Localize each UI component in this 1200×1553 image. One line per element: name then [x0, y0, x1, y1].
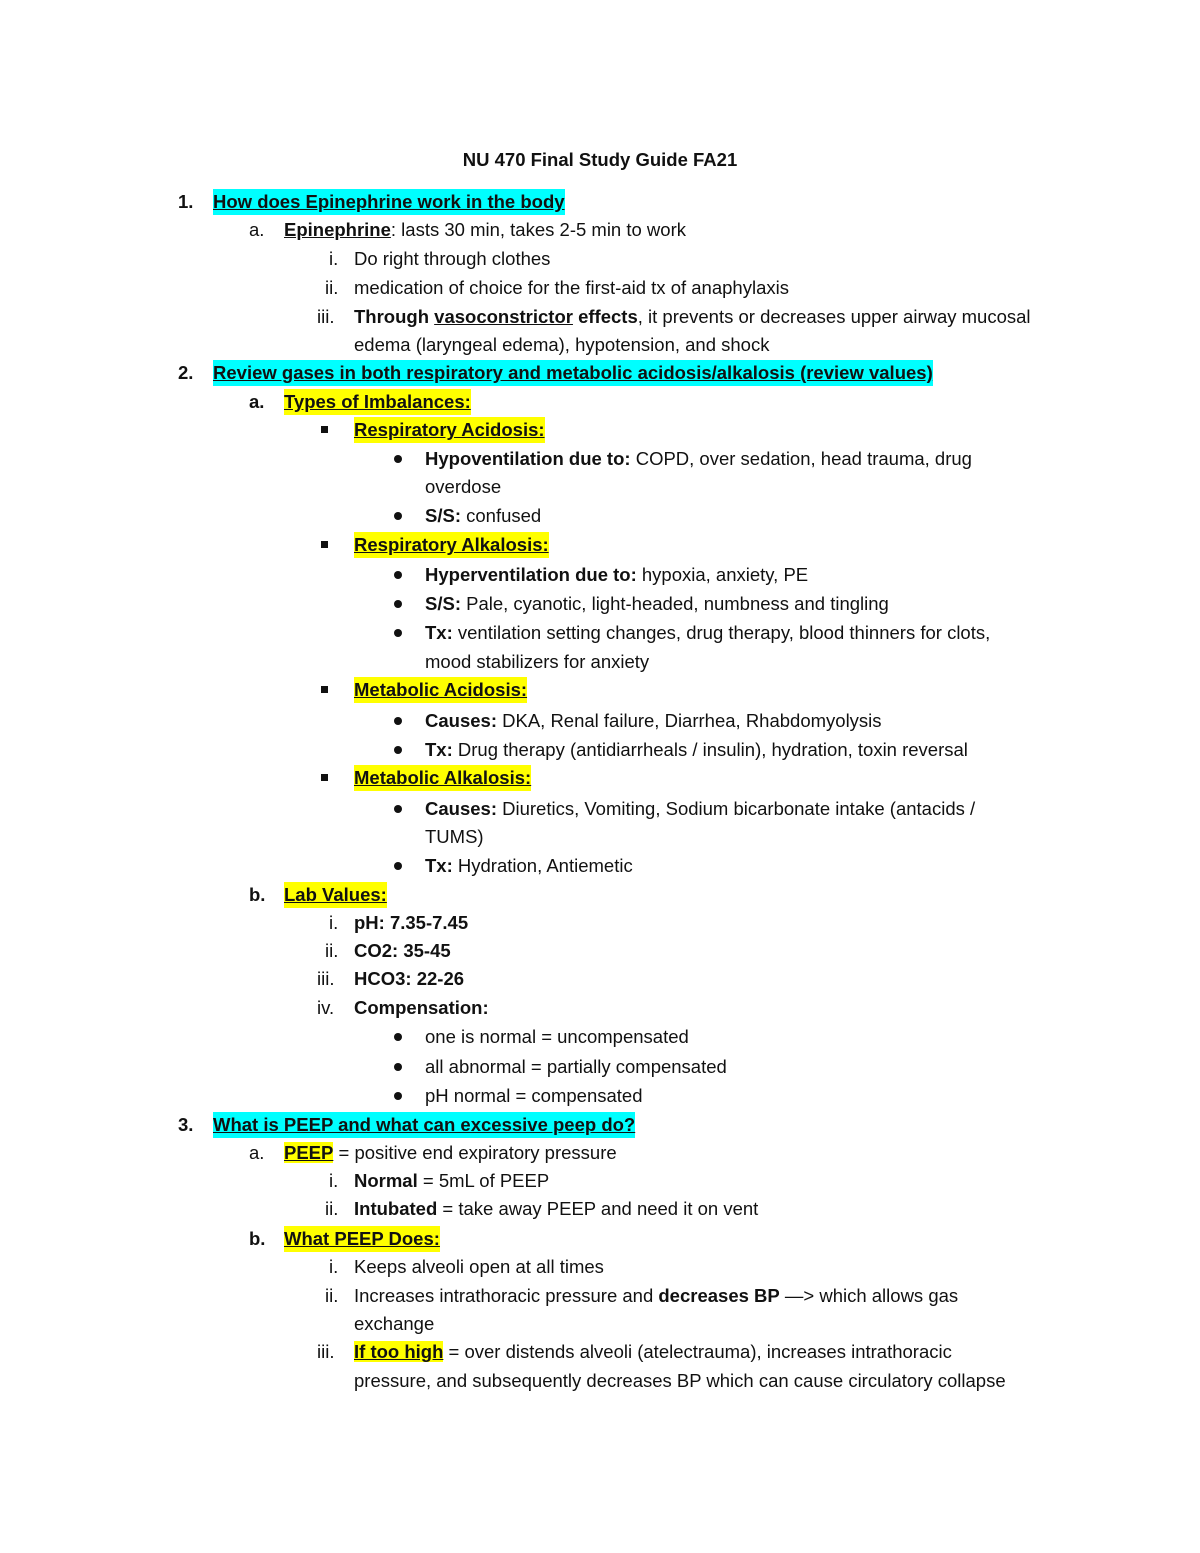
item-text: hypoxia, anxiety, PE [636, 564, 809, 585]
q1-a-line [284, 217, 686, 243]
bullet-icon [394, 591, 402, 617]
item-text: COPD, over sedation, head trauma, drug [630, 448, 972, 469]
q3-bii-bold: decreases BP [658, 1285, 780, 1306]
q1-a-marker: a. [249, 219, 265, 240]
item-text: Hydration, Antiemetic [452, 855, 633, 876]
q3-i-label: Normal [354, 1170, 418, 1191]
compensation-item-1: one is normal = uncompensated [425, 1026, 689, 1047]
lab-i-marker: i. [329, 912, 339, 933]
item-label: Causes: [425, 710, 497, 731]
resp-acidosis-item-2 [425, 503, 541, 529]
page-title: NU 470 Final Study Guide FA21 [462, 149, 738, 170]
q2-a-marker: a. [249, 391, 265, 412]
met-acidosis-item-2 [425, 737, 968, 763]
q1-ii-marker: ii. [325, 277, 339, 298]
q1-iii-bold-1: Through [354, 306, 430, 327]
q3-i-text: = 5mL of PEEP [417, 1170, 550, 1191]
q3-a-label: PEEP [284, 1142, 334, 1163]
q3-b-marker: b. [249, 1228, 266, 1249]
q1-iii-text-cont: edema (laryngeal edema), hypotension, and shock [354, 334, 770, 355]
q2-number: 2. [178, 362, 194, 383]
q1-iii-text: , it prevents or decreases upper airway mucosal [637, 306, 1031, 327]
q3-number: 3. [178, 1114, 194, 1135]
item-label: S/S: [425, 593, 461, 614]
q1-iii-marker: iii. [317, 306, 335, 327]
item-label: Hypoventilation due to: [425, 448, 631, 469]
q2-b-marker: b. [249, 884, 266, 905]
square-bullet-icon [321, 765, 328, 791]
square-bullet-icon [321, 677, 328, 703]
q3-bii-text-1: Increases intrathoracic pressure and [354, 1285, 659, 1306]
q3-a-marker: a. [249, 1142, 265, 1163]
q3-bii-text-cont: exchange [354, 1313, 435, 1334]
bullet-icon [394, 737, 402, 763]
q3-bi-marker: i. [329, 1256, 339, 1277]
q3-b-label: What PEEP Does: [284, 1226, 440, 1252]
bullet-icon [394, 1083, 402, 1109]
lab-hco3: HCO3: 22-26 [354, 968, 465, 989]
met-alkalosis-item-1 [425, 796, 975, 822]
bullet-icon [394, 620, 402, 646]
resp-alkalosis-item-1 [425, 562, 808, 588]
lab-ii-marker: ii. [325, 940, 339, 961]
q3-biii-label: If too high [354, 1341, 444, 1362]
q3-bii-text-2: —> which allows gas [779, 1285, 959, 1306]
q3-ii-text: = take away PEEP and need it on vent [437, 1198, 759, 1219]
resp-alkalosis-item-2 [425, 591, 889, 617]
q3-biii-text: = over distends alveoli (atelectrauma), increases intrathoracic [443, 1341, 952, 1362]
q3-ii-line [354, 1196, 758, 1222]
q2-heading: Review gases in both respiratory and metabolic acidosis/alkalosis (review values) [213, 360, 933, 386]
lab-ph: pH: 7.35-7.45 [354, 912, 469, 933]
resp-alkalosis-item-3 [425, 620, 990, 646]
q3-ii-label: Intubated [354, 1198, 438, 1219]
met-alkalosis-label: Metabolic Alkalosis: [354, 765, 531, 791]
q1-i-marker: i. [329, 248, 339, 269]
item-text: ventilation setting changes, drug therapy, blood thinners for clots, [452, 622, 991, 643]
q1-iii-bold-2: effects [578, 306, 638, 327]
item-label: Causes: [425, 798, 497, 819]
q3-biii-text-cont: pressure, and subsequently decreases BP which can cause circulatory collapse [354, 1370, 1006, 1391]
q1-number: 1. [178, 191, 194, 212]
q3-biii-marker: iii. [317, 1341, 335, 1362]
lab-iii-marker: iii. [317, 968, 335, 989]
resp-alkalosis-item-3-cont: mood stabilizers for anxiety [425, 651, 650, 672]
item-text: Pale, cyanotic, light-headed, numbness and tingling [460, 593, 889, 614]
square-bullet-icon [321, 532, 328, 558]
q3-biii-line [354, 1339, 952, 1365]
met-alkalosis-item-1-cont: TUMS) [425, 826, 484, 847]
q2-b-label: Lab Values: [284, 882, 387, 908]
square-bullet-icon [321, 417, 328, 443]
compensation-item-3: pH normal = compensated [425, 1085, 643, 1106]
bullet-icon [394, 853, 402, 879]
bullet-icon [394, 1054, 402, 1080]
q1-ii-text: medication of choice for the first-aid tx of anaphylaxis [354, 277, 789, 298]
q3-bii-marker: ii. [325, 1285, 339, 1306]
lab-co2: CO2: 35-45 [354, 940, 451, 961]
item-label: S/S: [425, 505, 461, 526]
met-alkalosis-item-2 [425, 853, 633, 879]
q3-bi-text: Keeps alveoli open at all times [354, 1256, 604, 1277]
item-label: Tx: [425, 739, 453, 760]
item-text: DKA, Renal failure, Diarrhea, Rhabdomyolysis [496, 710, 882, 731]
compensation-item-2: all abnormal = partially compensated [425, 1056, 727, 1077]
item-label: Tx: [425, 855, 453, 876]
item-label: Tx: [425, 622, 453, 643]
q1-a-label: Epinephrine [284, 219, 391, 240]
bullet-icon [394, 446, 402, 472]
resp-acidosis-item-1-cont: overdose [425, 476, 502, 497]
bullet-icon [394, 708, 402, 734]
bullet-icon [394, 1024, 402, 1050]
q1-iii-line [354, 304, 1031, 330]
bullet-icon [394, 562, 402, 588]
resp-alkalosis-label: Respiratory Alkalosis: [354, 532, 549, 558]
q3-a-line [284, 1140, 617, 1166]
q3-bii-line [354, 1283, 958, 1309]
item-text: confused [460, 505, 542, 526]
q3-heading: What is PEEP and what can excessive peep do? [213, 1112, 635, 1138]
item-label: Hyperventilation due to: [425, 564, 637, 585]
resp-acidosis-label: Respiratory Acidosis: [354, 417, 545, 443]
q1-heading: How does Epinephrine work in the body [213, 189, 565, 215]
q3-a-text: = positive end expiratory pressure [333, 1142, 617, 1163]
q3-i-line [354, 1168, 549, 1194]
lab-compensation: Compensation: [354, 997, 489, 1018]
item-text: Diuretics, Vomiting, Sodium bicarbonate intake (antacids / [496, 798, 976, 819]
q1-i-text: Do right through clothes [354, 248, 551, 269]
item-text: Drug therapy (antidiarrheals / insulin), hydration, toxin reversal [452, 739, 968, 760]
bullet-icon [394, 503, 402, 529]
q1-iii-underlined: vasoconstrictor [434, 306, 573, 327]
met-acidosis-label: Metabolic Acidosis: [354, 677, 527, 703]
q2-a-label: Types of Imbalances: [284, 389, 471, 415]
resp-acidosis-item-1 [425, 446, 972, 472]
q1-a-text: : lasts 30 min, takes 2-5 min to work [390, 219, 686, 240]
met-acidosis-item-1 [425, 708, 882, 734]
bullet-icon [394, 796, 402, 822]
q3-i-marker: i. [329, 1170, 339, 1191]
lab-iv-marker: iv. [317, 997, 335, 1018]
q3-ii-marker: ii. [325, 1198, 339, 1219]
